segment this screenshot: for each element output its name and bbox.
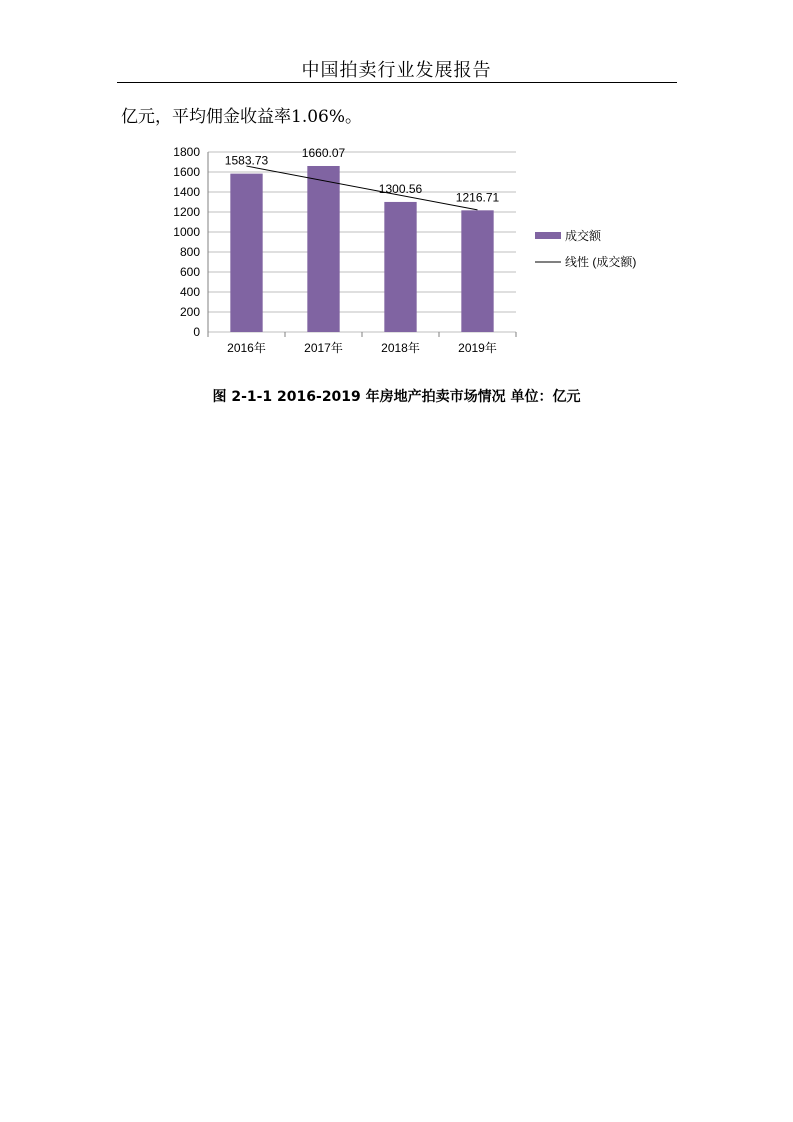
x-tick-label: 2017年 bbox=[304, 341, 343, 355]
x-tick-label: 2019年 bbox=[458, 341, 497, 355]
y-tick-label: 1400 bbox=[173, 185, 200, 199]
legend-label-trend: 线性 (成交额) bbox=[565, 255, 637, 269]
page-header-title: 中国拍卖行业发展报告 bbox=[301, 60, 492, 81]
y-tick-label: 1000 bbox=[173, 225, 200, 239]
bar bbox=[384, 202, 416, 332]
y-tick-label: 1200 bbox=[173, 205, 200, 219]
bar bbox=[461, 210, 493, 332]
trendline bbox=[247, 166, 478, 210]
y-tick-label: 0 bbox=[193, 325, 200, 339]
chart-real-estate bbox=[160, 140, 700, 365]
legend-swatch-bar bbox=[535, 232, 561, 239]
bar bbox=[307, 166, 339, 332]
x-tick-label: 2018年 bbox=[381, 341, 420, 355]
y-tick-label: 400 bbox=[179, 285, 200, 299]
data-label: 1300.56 bbox=[378, 181, 423, 196]
bar bbox=[230, 174, 262, 332]
data-label: 1216.71 bbox=[455, 190, 500, 205]
y-tick-label: 200 bbox=[179, 305, 200, 319]
data-label: 1583.73 bbox=[224, 153, 269, 168]
figure1-caption: 图 2-1-1 2016-2019 年房地产拍卖市场情况 单位：亿元 bbox=[212, 389, 581, 405]
x-tick-label: 2016年 bbox=[227, 341, 266, 355]
header-rule bbox=[117, 82, 677, 83]
data-label: 1660.07 bbox=[301, 145, 346, 160]
y-tick-label: 1800 bbox=[173, 145, 200, 159]
y-tick-label: 800 bbox=[179, 245, 200, 259]
legend-label-bar: 成交额 bbox=[565, 229, 602, 243]
paragraph-top: 亿元，平均佣金收益率1.06%。 bbox=[121, 107, 363, 127]
y-tick-label: 1600 bbox=[173, 165, 200, 179]
y-tick-label: 600 bbox=[179, 265, 200, 279]
